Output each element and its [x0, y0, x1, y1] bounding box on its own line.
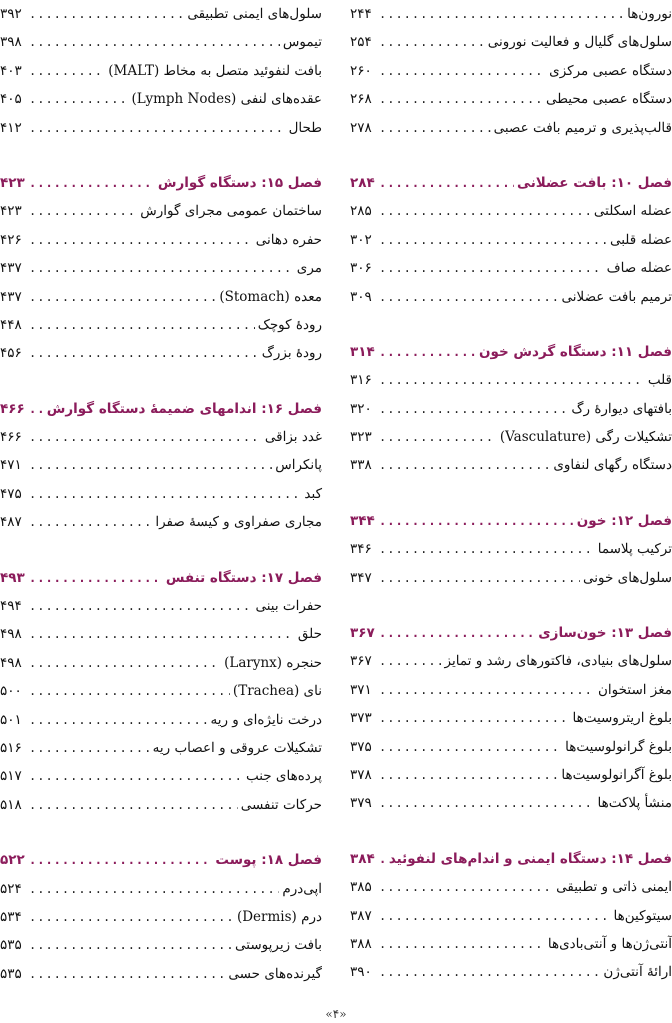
entry-title: گیرنده‌های حسی: [228, 965, 322, 982]
dot-leader: [379, 28, 485, 56]
toc-entry[interactable]: [0, 960, 322, 988]
dot-leader: [379, 338, 476, 366]
page-ref: ۵۳۵: [0, 937, 22, 954]
dot-leader: [379, 845, 386, 873]
dot-leader: [379, 283, 559, 311]
dot-leader: [379, 57, 546, 85]
section-spacer: [0, 142, 322, 169]
page-ref: ۴۲۳: [0, 203, 22, 220]
dot-leader: [379, 0, 624, 28]
dot-leader: [29, 451, 272, 479]
dot-leader: [29, 960, 225, 988]
page-ref: ۲۸۵: [350, 203, 372, 220]
toc-entry[interactable]: [350, 902, 672, 930]
section-spacer: [350, 311, 672, 338]
page-ref: ۵۱۷: [0, 768, 22, 785]
entry-title: بافت لنفوئید متصل به مخاط (MALT): [108, 62, 322, 79]
toc-entry[interactable]: [350, 564, 672, 592]
dot-leader: [29, 254, 294, 282]
page-ref: ۳۹۲: [0, 6, 22, 22]
toc-entry[interactable]: [0, 677, 322, 705]
dot-leader: [379, 704, 570, 732]
entry-title: بلوغ آگرانولوسیت‌ها: [561, 766, 672, 783]
toc-entry[interactable]: [0, 423, 322, 451]
dot-leader: [29, 0, 184, 28]
entry-title: قلب: [647, 372, 672, 389]
page-ref: ۳۹۰: [350, 964, 372, 981]
entry-title: حفره دهانی: [255, 231, 322, 248]
entry-title: منشأ پلاکت‌ها: [597, 795, 672, 812]
entry-title: قالب‌پذیری و ترمیم بافت عصبی: [493, 119, 672, 136]
entry-title: طحال: [288, 119, 322, 136]
chapter-heading[interactable]: [350, 619, 672, 647]
chapter-title: فصل ۱۰: بافت عضلانی: [517, 174, 672, 191]
entry-title: دستگاه رگهای لنفاوی: [553, 457, 672, 474]
dot-leader: [379, 647, 442, 675]
dot-leader: [379, 85, 543, 113]
page-ref: ۳۰۹: [350, 288, 372, 305]
dot-leader: [29, 508, 152, 536]
toc-entry[interactable]: [0, 875, 322, 903]
toc-entry[interactable]: [350, 423, 672, 451]
toc-entry[interactable]: [0, 226, 322, 254]
chapter-title: فصل ۱۳: خون‌سازی: [538, 625, 672, 642]
toc-entry[interactable]: [0, 339, 322, 367]
page-number: «۴»: [325, 1007, 347, 1021]
page-ref: ۴۶۶: [0, 400, 25, 417]
toc-entry[interactable]: [0, 114, 322, 142]
dot-leader: [29, 846, 212, 874]
page-ref: ۳۶۷: [350, 625, 375, 642]
entry-title: درخت نایژه‌ای و ریه: [210, 711, 322, 728]
entry-title: مغز استخوان: [598, 681, 672, 698]
entry-title: عضله صاف: [606, 260, 672, 277]
page-ref: ۳۰۶: [350, 260, 372, 277]
dot-leader: [29, 283, 216, 311]
toc-entry[interactable]: [350, 535, 672, 563]
toc-entry[interactable]: [0, 649, 322, 677]
toc-entry[interactable]: [0, 57, 322, 85]
dot-leader: [29, 28, 280, 56]
dot-leader: [29, 931, 232, 959]
toc-entry[interactable]: [350, 226, 672, 254]
toc-entry[interactable]: [350, 930, 672, 958]
section-spacer: [350, 818, 672, 845]
chapter-heading[interactable]: [350, 507, 672, 535]
section-spacer: [350, 592, 672, 619]
entry-title: درم (Dermis): [236, 908, 322, 925]
entry-title: دستگاه عصبی محیطی: [545, 91, 672, 108]
chapter-heading[interactable]: [350, 169, 672, 197]
page-ref: ۳۲۰: [350, 400, 372, 417]
dot-leader: [379, 197, 591, 225]
page-ref: ۳۷۳: [350, 710, 372, 727]
dot-leader: [29, 875, 279, 903]
entry-title: حرکات تنفسی: [240, 796, 322, 813]
toc-entry[interactable]: [350, 28, 672, 56]
toc-entry[interactable]: [0, 85, 322, 113]
toc-entry[interactable]: [350, 647, 672, 675]
toc-entry[interactable]: [0, 254, 322, 282]
toc-entry[interactable]: [0, 451, 322, 479]
entry-title: ترمیم بافت عضلانی: [561, 288, 672, 305]
entry-title: تیموس: [282, 34, 322, 51]
toc-entry[interactable]: [350, 57, 672, 85]
dot-leader: [29, 226, 253, 254]
toc-entry[interactable]: [350, 114, 672, 142]
chapter-title: فصل ۱۴: دستگاه ایمنی و اندام‌های لنفوئید: [388, 850, 672, 867]
toc-entry[interactable]: [0, 0, 322, 28]
page-ref: ۳۳۸: [350, 457, 372, 474]
dot-leader: [29, 57, 105, 85]
entry-title: پانکراس: [275, 457, 322, 474]
page-ref: ۳۹۸: [0, 34, 22, 51]
page-ref: ۴۹۳: [0, 569, 25, 586]
toc-entry[interactable]: [350, 789, 672, 817]
chapter-title: فصل ۱۸: پوست: [215, 852, 322, 869]
dot-leader: [379, 873, 553, 901]
entry-title: حلق: [297, 626, 322, 643]
toc-entry[interactable]: [350, 254, 672, 282]
entry-title: رودهٔ کوچک: [257, 316, 322, 333]
dot-leader: [379, 789, 595, 817]
toc-entry[interactable]: [0, 620, 322, 648]
chapter-title: فصل ۱۲: خون: [576, 512, 672, 529]
page-ref: ۳۷۹: [350, 795, 372, 812]
dot-leader: [29, 734, 150, 762]
toc-entry[interactable]: [350, 283, 672, 311]
page-ref: ۲۸۴: [350, 174, 375, 191]
section-spacer: [0, 819, 322, 846]
toc-entry[interactable]: [0, 592, 322, 620]
entry-title: آنتی‌ژن‌ها و آنتی‌بادی‌ها: [547, 935, 672, 952]
page-ref: ۴۹۸: [0, 626, 22, 643]
toc-entry[interactable]: [0, 311, 322, 339]
toc-entry[interactable]: [350, 366, 672, 394]
dot-leader: [379, 902, 611, 930]
dot-leader: [29, 677, 230, 705]
page-ref: ۳۷۵: [350, 738, 372, 755]
page-ref: ۳۴۷: [350, 569, 372, 586]
entry-title: عضله اسکلتی: [593, 203, 672, 220]
entry-title: عقده‌های لنفی (Lymph Nodes): [131, 91, 322, 108]
page-ref: ۳۴۶: [350, 541, 372, 558]
entry-title: نای (Trachea): [232, 683, 322, 700]
entry-title: سلول‌های خونی: [583, 569, 672, 586]
toc-entry[interactable]: [350, 761, 672, 789]
page-ref: ۴۹۸: [0, 654, 22, 671]
entry-title: سلول‌های ایمنی تطبیقی: [187, 6, 322, 22]
section-spacer: [0, 368, 322, 395]
dot-leader: [29, 85, 128, 113]
entry-title: مری: [296, 260, 322, 277]
dot-leader: [29, 311, 255, 339]
dot-leader: [29, 649, 221, 677]
chapter-title: فصل ۱۷: دستگاه تنفس: [165, 569, 322, 586]
chapter-title: فصل ۱۱: دستگاه گردش خون: [478, 343, 672, 360]
page-ref: ۵۲۲: [0, 852, 25, 869]
page-ref: ۲۷۸: [350, 119, 372, 136]
chapter-heading[interactable]: [350, 338, 672, 366]
entry-title: دستگاه عصبی مرکزی: [549, 62, 672, 79]
chapter-heading[interactable]: [350, 845, 672, 873]
dot-leader: [29, 903, 234, 931]
toc-entry[interactable]: [350, 197, 672, 225]
dot-leader: [379, 451, 550, 479]
entry-title: حفرات بینی: [255, 598, 322, 615]
dot-leader: [379, 423, 497, 451]
dot-leader: [379, 564, 580, 592]
dot-leader: [379, 254, 604, 282]
toc-column-left: [0, 0, 322, 988]
dot-leader: [379, 226, 607, 254]
dot-leader: [29, 791, 238, 819]
dot-leader: [379, 535, 595, 563]
dot-leader: [29, 592, 252, 620]
page-ref: ۳۱۴: [350, 343, 375, 360]
entry-title: مجاری صفراوی و کیسهٔ صفرا: [155, 514, 322, 531]
page-ref: ۴۸۷: [0, 514, 22, 531]
page-ref: ۳۷۱: [350, 681, 372, 698]
entry-title: اپی‌درم: [282, 880, 322, 897]
entry-title: بافت زیرپوستی: [235, 937, 322, 954]
page-ref: ۲۶۰: [350, 62, 372, 79]
entry-title: ارائهٔ آنتی‌ژن: [603, 964, 672, 981]
dot-leader: [379, 114, 491, 142]
dot-leader: [379, 366, 645, 394]
entry-title: پرده‌های جنب: [245, 768, 322, 785]
toc-entry[interactable]: [0, 903, 322, 931]
dot-leader: [379, 761, 558, 789]
page-ref: ۴۲۶: [0, 231, 22, 248]
toc-column-right: [350, 0, 672, 987]
page-ref: ۵۳۴: [0, 908, 22, 925]
entry-title: کبد: [304, 485, 322, 502]
toc-entry[interactable]: [350, 451, 672, 479]
dot-leader: [379, 958, 600, 986]
page-ref: ۵۱۸: [0, 796, 22, 813]
toc-entry[interactable]: [0, 791, 322, 819]
chapter-heading[interactable]: [0, 169, 322, 197]
page-ref: ۴۵۶: [0, 345, 22, 362]
page-ref: ۴۲۳: [0, 174, 25, 191]
entry-title: عضله قلبی: [609, 231, 672, 248]
dot-leader: [29, 339, 259, 367]
dot-leader: [29, 114, 286, 142]
page-ref: ۴۶۶: [0, 429, 22, 446]
toc-entry[interactable]: [0, 197, 322, 225]
entry-title: ایمنی ذاتی و تطبیقی: [556, 879, 672, 896]
entry-title: غدد بزاقی: [264, 429, 322, 446]
chapter-heading[interactable]: [0, 395, 322, 423]
entry-title: سلول‌های بنیادی، فاکتورهای رشد و تمایز: [444, 653, 672, 670]
page-ref: ۴۰۳: [0, 62, 22, 79]
page-ref: ۳۲۳: [350, 429, 372, 446]
entry-title: ترکیب پلاسما: [597, 541, 672, 558]
entry-title: بلوغ گرانولوسیت‌ها: [565, 738, 672, 755]
toc-entry[interactable]: [350, 0, 672, 28]
toc-entry[interactable]: [0, 762, 322, 790]
toc-entry[interactable]: [350, 395, 672, 423]
page-ref: ۳۱۶: [350, 372, 372, 389]
page-ref: ۴۳۷: [0, 288, 22, 305]
page-ref: ۳۸۴: [350, 850, 375, 867]
entry-title: تشکیلات رگی (Vasculature): [499, 429, 672, 446]
toc-entry[interactable]: [350, 704, 672, 732]
dot-leader: [379, 676, 595, 704]
dot-leader: [29, 169, 155, 197]
page-ref: ۵۳۵: [0, 965, 22, 982]
page-ref: ۴۳۷: [0, 260, 22, 277]
page-ref: ۴۴۸: [0, 316, 22, 333]
page-ref: ۳۸۸: [350, 935, 372, 952]
dot-leader: [29, 706, 207, 734]
dot-leader: [29, 197, 137, 225]
dot-leader: [379, 169, 514, 197]
page-ref: ۳۶۷: [350, 653, 372, 670]
toc-entry[interactable]: [0, 931, 322, 959]
entry-title: سیتوکین‌ها: [613, 907, 672, 924]
entry-title: رودهٔ بزرگ: [261, 345, 322, 362]
toc-entry[interactable]: [350, 958, 672, 986]
toc-entry[interactable]: [0, 734, 322, 762]
page-ref: ۵۰۱: [0, 711, 22, 728]
toc-entry[interactable]: [0, 28, 322, 56]
entry-title: بافتهای دیوارهٔ رگ: [571, 400, 672, 417]
toc-entry[interactable]: [0, 706, 322, 734]
page-ref: ۲۴۴: [350, 6, 372, 22]
page-ref: ۳۷۸: [350, 766, 372, 783]
dot-leader: [379, 619, 535, 647]
page-ref: ۴۹۴: [0, 598, 22, 615]
entry-title: ساختمان عمومی مجرای گوارش: [140, 203, 322, 220]
page-ref: ۴۱۲: [0, 119, 22, 136]
page-ref: ۵۲۴: [0, 880, 22, 897]
page-ref: ۳۸۷: [350, 907, 372, 924]
entry-title: بلوغ اریتروسیت‌ها: [572, 710, 672, 727]
toc-entry[interactable]: [350, 733, 672, 761]
dot-leader: [29, 423, 262, 451]
entry-title: حنجره (Larynx): [224, 654, 322, 671]
chapter-heading[interactable]: [0, 564, 322, 592]
section-spacer: [0, 537, 322, 564]
chapter-title: فصل ۱۵: دستگاه گوارش: [157, 174, 322, 191]
entry-title: تشکیلات عروقی و اعصاب ریه: [152, 739, 322, 756]
dot-leader: [29, 395, 44, 423]
entry-title: نورون‌ها: [627, 6, 672, 22]
toc-entry[interactable]: [0, 283, 322, 311]
dot-leader: [29, 620, 295, 648]
dot-leader: [379, 507, 574, 535]
chapter-title: فصل ۱۶: اندامهای ضمیمهٔ دستگاه گوارش: [46, 400, 322, 417]
page-ref: ۳۰۲: [350, 231, 372, 248]
page-ref: ۴۰۵: [0, 91, 22, 108]
page-ref: ۴۷۱: [0, 457, 22, 474]
toc-entry[interactable]: [0, 480, 322, 508]
page-ref: ۴۷۵: [0, 485, 22, 502]
page-ref: ۲۵۴: [350, 34, 372, 51]
page-ref: ۳۴۴: [350, 512, 375, 529]
entry-title: سلول‌های گلیال و فعالیت نورونی: [487, 34, 672, 51]
toc-entry[interactable]: [0, 508, 322, 536]
toc-entry[interactable]: [350, 676, 672, 704]
section-spacer: [350, 142, 672, 169]
page-ref: ۵۱۶: [0, 739, 22, 756]
toc-entry[interactable]: [350, 85, 672, 113]
toc-entry[interactable]: [350, 873, 672, 901]
page-ref: ۲۶۸: [350, 91, 372, 108]
dot-leader: [379, 930, 545, 958]
page-ref: ۳۸۵: [350, 879, 372, 896]
page-ref: ۵۰۰: [0, 683, 22, 700]
dot-leader: [29, 564, 163, 592]
chapter-heading[interactable]: [0, 846, 322, 874]
dot-leader: [29, 762, 243, 790]
dot-leader: [379, 733, 562, 761]
dot-leader: [379, 395, 568, 423]
entry-title: معده (Stomach): [219, 288, 322, 305]
dot-leader: [29, 480, 301, 508]
section-spacer: [350, 480, 672, 507]
